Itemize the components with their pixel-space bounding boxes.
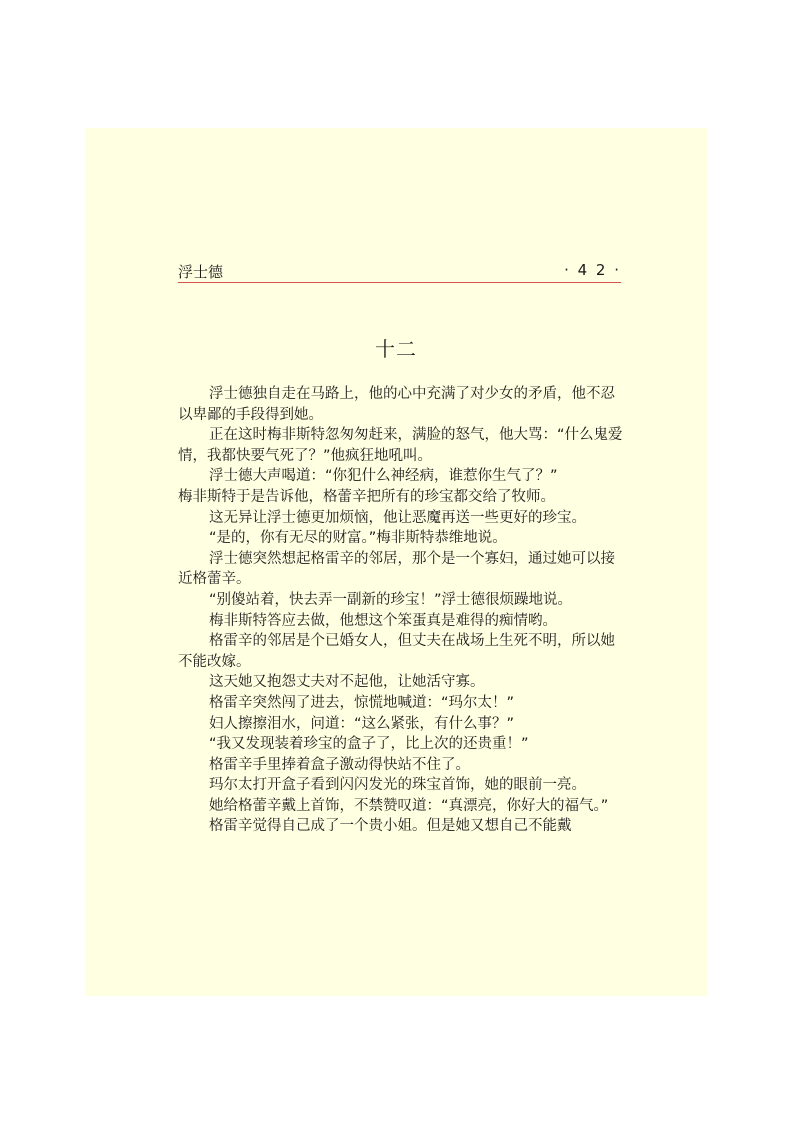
body-text bbox=[178, 384, 628, 837]
chapter-title: 十二 bbox=[375, 337, 417, 361]
paragraph: 浮士德突然想起格雷辛的邻居，那个是一个寡妇，通过她可以接近格蕾辛。 bbox=[178, 550, 615, 588]
paragraph: 格雷辛手里捧着盒子激动得快站不住了。 bbox=[209, 756, 470, 773]
paragraph: 正在这时梅非斯特忽匆匆赶来，满脸的怒气，他大骂：“什么鬼爱情，我都快要气死了？”他疯狂地吼叫。 bbox=[178, 427, 623, 464]
paragraph: “别傻站着，快去弄一副新的珍宝！”浮士德很烦躁地说。 bbox=[209, 591, 573, 608]
paragraph: 玛尔太打开盒子看到闪闪发光的珠宝首饰，她的眼前一亮。 bbox=[209, 777, 586, 794]
paragraph: 这无异让浮士德更加烦恼，他让恶魔再送一些更好的珍宝。 bbox=[209, 509, 586, 526]
paragraph: 这天她又抱怨丈夫对不起他，让她活守寡。 bbox=[209, 674, 485, 691]
paragraph: “我又发现装着珍宝的盒子了，比上次的还贵重！” bbox=[209, 736, 529, 753]
paragraph: 格雷辛突然闯了进去，惊慌地喊道：“玛尔太！” bbox=[209, 694, 515, 711]
paragraph: 梅非斯特于是告诉他，格蕾辛把所有的珍宝都交给了牧师。 bbox=[178, 488, 555, 505]
paragraph: 格雷辛的邻居是个已婚女人，但丈夫在战场上生死不明，所以她不能改嫁。 bbox=[178, 633, 615, 670]
paragraph: 梅非斯特答应去做，他想这个笨蛋真是难得的痴情哟。 bbox=[209, 612, 557, 629]
paragraph: 浮士德独自走在马路上，他的心中充满了对少女的矛盾，他不忍以卑鄙的手段得到她。 bbox=[178, 386, 615, 423]
document-page bbox=[85, 128, 707, 996]
page-header bbox=[178, 260, 621, 283]
paragraph: 她给格蕾辛戴上首饰，不禁赞叹道：“真漂亮，你好大的福气。” bbox=[209, 797, 609, 814]
book-title: 浮士德 bbox=[178, 263, 224, 281]
paragraph: 妇人擦擦泪水，问道：“这么紧张，有什么事？” bbox=[209, 715, 515, 732]
page-number: · 4 2 · bbox=[564, 261, 621, 279]
paragraph: “是的，你有无尽的财富。”梅非斯特恭维地说。 bbox=[209, 530, 507, 547]
paragraph: 浮士德大声喝道：“你犯什么神经病，谁惹你生气了？” bbox=[209, 468, 558, 485]
paragraph: 格雷辛觉得自己成了一个贵小姐。但是她又想自己不能戴 bbox=[209, 818, 572, 835]
